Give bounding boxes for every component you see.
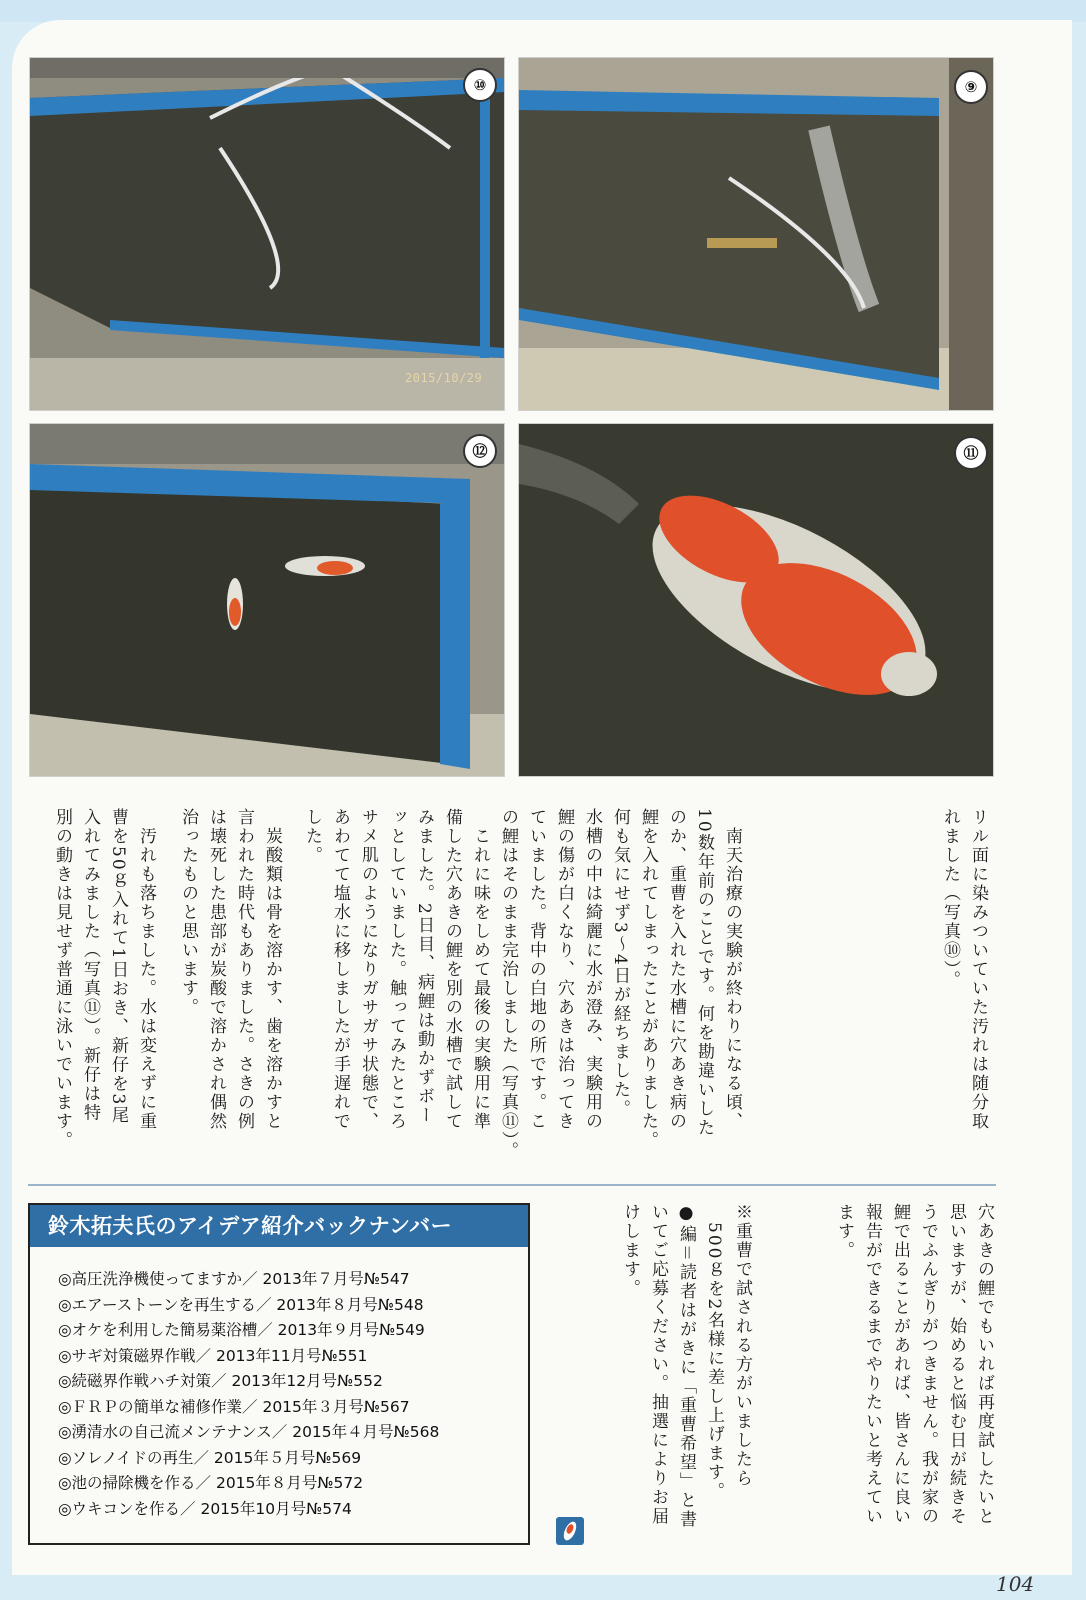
backnumber-item: ◎ＦＲＰの簡単な補修作業／ 2015年３月号№567: [58, 1397, 410, 1416]
photo-11-image: [519, 424, 993, 776]
koi-logo-icon: [556, 1517, 584, 1545]
top-band: [0, 0, 1086, 22]
backnumber-item: ◎湧清水の自己流メンテナンス／ 2015年４月号№568: [58, 1423, 440, 1441]
backnumber-item: ◎高圧洗浄機使ってますか／ 2013年７月号№547: [58, 1270, 410, 1288]
photo-number-badge: ⑫: [463, 434, 497, 468]
section-divider: [28, 1184, 996, 1186]
photo-10-image: [30, 58, 504, 410]
photo-date-stamp: 2015/10/29: [405, 371, 483, 385]
photo-9: [518, 57, 994, 411]
article-column-3: 炭酸類は骨を溶かす、歯を溶かすと 言われた時代もありました。さきの例 は壊死した患部が炭酸で溶かされ偶然 治ったものと思います。: [178, 808, 282, 1131]
backnumber-item: ◎続磁界作戦ハチ対策／ 2013年12月号№552: [58, 1372, 383, 1390]
photo-number-badge: ⑨: [954, 70, 988, 104]
backnumber-item: ◎オケを利用した簡易薬浴槽／ 2013年９月号№549: [58, 1321, 425, 1339]
photo-11: [518, 423, 994, 777]
backnumber-title: 鈴木拓夫氏のアイデア紹介バックナンバー: [30, 1205, 528, 1247]
backnumber-item: ◎エアーストーンを再生する／ 2013年８月号№548: [58, 1295, 424, 1314]
backnumber-box: [28, 1203, 530, 1545]
photo-9-image: [519, 58, 993, 410]
article-column-1: リル面に染みついていた汚れは随分取 れました（写真⑩）。: [940, 808, 988, 1131]
photo-number-badge: ⑪: [954, 436, 988, 470]
page-number: 104: [996, 1572, 1035, 1596]
backnumber-list: [58, 1267, 439, 1522]
article-column-6: ※重曹で試される方がいましたら 500ｇを2名様に差し上げます。 ●編＝読者はがきに「重曹希望」と書 いてご応募ください。抽選によりお届 けします。: [620, 1203, 752, 1529]
backnumber-item: ◎ソレノイドの再生／ 2015年５月号№569: [58, 1448, 362, 1467]
backnumber-item: ◎ウキコンを作る／ 2015年10月号№574: [58, 1499, 352, 1518]
photo-10: [29, 57, 505, 411]
article-column-5: 穴あきの鯉でもいれば再度試したいと 思いますが、始めると悩む日が続きそ うでふんぎりがつきません。我が家の 鯉で出ることがあれば、皆さんに良い 報告ができるまでやりたいと考えてい ます。: [834, 1203, 994, 1526]
photo-12-image: [30, 424, 504, 776]
backnumber-item: ◎サギ対策磁界作戦／ 2013年11月号№551: [58, 1346, 368, 1365]
article-column-2: 南天治療の実験が終わりになる頃、 10数年前のことです。何を勘違いした のか、重曹を入れた水槽に穴あき病の 鯉を入れてしまったことがありました。 何も気にせず3～4日が経ちました。 水槽の中は綺麗に水が澄み、実験用の 鯉の傷が白くなり、穴あきは治ってき ていました。背中の白地の所です。こ の鯉はそのまま完治しました（写真⑪）。 これに味をしめて最後の実験用に準 備した穴あきの鯉を別の水槽で試して みました。2日目、病鯉は動かずボー ッとしていました。触ってみたところ サメ肌のようになりガサガサ状態で、 あわてて塩水に移しましたが手遅れで した。: [302, 808, 742, 1161]
article-column-4: 汚れも落ちました。水は変えずに重 曹を50ｇ入れて1日おき、新仔を3尾 入れてみました（写真⑪）。新仔は特 別の動きは見せず普通に泳いでいます。: [52, 808, 156, 1150]
photo-12: [29, 423, 505, 777]
photo-number-badge: ⑩: [463, 68, 497, 102]
backnumber-item: ◎池の掃除機を作る／ 2015年８月号№572: [58, 1474, 364, 1492]
